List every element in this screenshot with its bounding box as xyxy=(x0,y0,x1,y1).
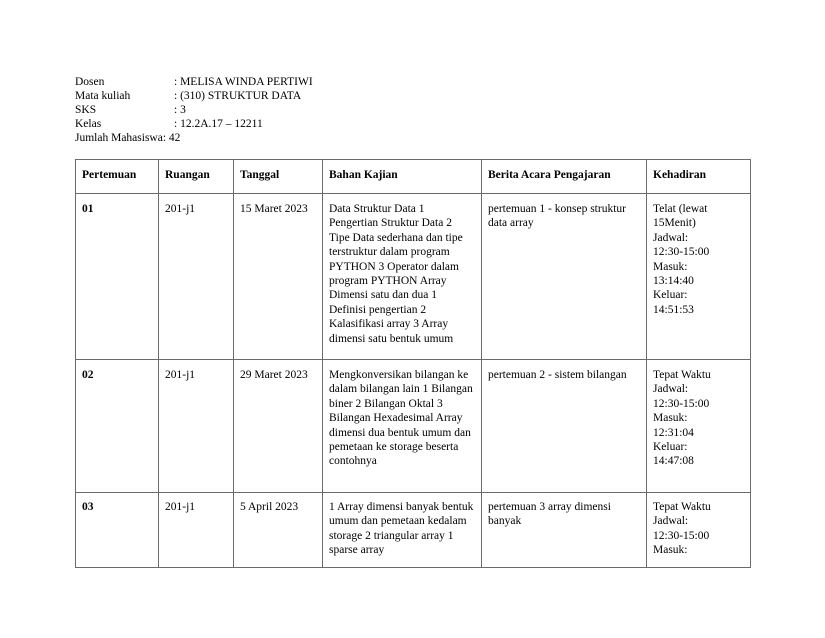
cell-ruangan: 201-j1 xyxy=(159,194,234,360)
cell-pertemuan: 03 xyxy=(76,493,159,568)
jumlah-value: : 42 xyxy=(162,132,181,144)
cell-kehadiran: Telat (lewat 15Menit) Jadwal: 12:30-15:00 Masuk: 13:14:40 Keluar: 14:51:53 xyxy=(647,194,751,360)
cell-ruangan: 201-j1 xyxy=(159,493,234,568)
jumlah-row xyxy=(75,131,313,145)
matkul-value: : (310) STRUKTUR DATA xyxy=(174,90,302,102)
cell-pertemuan: 02 xyxy=(76,360,159,493)
cell-bahan-kajian: 1 Array dimensi banyak bentuk umum dan pemetaan kedalam storage 2 triangular array 1 sparse array xyxy=(323,493,482,568)
jumlah-label: Jumlah Mahasiswa xyxy=(75,132,163,144)
dosen-value: : MELISA WINDA PERTIWI xyxy=(174,76,313,88)
matkul-label: Mata kuliah xyxy=(75,90,131,102)
cell-tanggal: 5 April 2023 xyxy=(234,493,323,568)
table-row xyxy=(76,493,751,568)
attendance-table xyxy=(75,159,751,568)
kelas-value: : 12.2A.17 – 12211 xyxy=(174,118,263,130)
sks-value: : 3 xyxy=(174,104,186,116)
dosen-row xyxy=(75,75,313,89)
dosen-label: Dosen xyxy=(75,76,105,88)
cell-kehadiran: Tepat Waktu Jadwal: 12:30-15:00 Masuk: xyxy=(647,493,751,568)
cell-berita-acara: pertemuan 2 - sistem bilangan xyxy=(482,360,647,493)
col-header-kehadiran: Kehadiran xyxy=(647,160,751,194)
col-header-bahan-kajian: Bahan Kajian xyxy=(323,160,482,194)
kelas-label: Kelas xyxy=(75,118,102,130)
table-header-row xyxy=(76,160,751,194)
col-header-berita-acara: Berita Acara Pengajaran xyxy=(482,160,647,194)
matkul-row xyxy=(75,89,313,103)
sks-label: SKS xyxy=(75,104,97,116)
cell-berita-acara: pertemuan 1 - konsep struktur data array xyxy=(482,194,647,360)
cell-kehadiran: Tepat Waktu Jadwal: 12:30-15:00 Masuk: 12:31:04 Keluar: 14:47:08 xyxy=(647,360,751,493)
cell-pertemuan: 01 xyxy=(76,194,159,360)
cell-berita-acara: pertemuan 3 array dimensi banyak xyxy=(482,493,647,568)
cell-tanggal: 29 Maret 2023 xyxy=(234,360,323,493)
col-header-pertemuan: Pertemuan xyxy=(76,160,159,194)
cell-tanggal: 15 Maret 2023 xyxy=(234,194,323,360)
cell-ruangan: 201-j1 xyxy=(159,360,234,493)
kelas-row xyxy=(75,117,313,131)
cell-bahan-kajian: Mengkonversikan bilangan ke dalam bilangan lain 1 Bilangan biner 2 Bilangan Oktal 3 Bilangan Hexadesimal Array dimensi dua bentuk umum dan pemetaan ke storage beserta contohnya xyxy=(323,360,482,493)
course-info-header xyxy=(75,75,313,145)
cell-bahan-kajian: Data Struktur Data 1 Pengertian Struktur Data 2 Tipe Data sederhana dan tipe terstruktur dalam program PYTHON 3 Operator dalam program PYTHON Array Dimensi satu dan dua 1 Definisi pengertian 2 Kalasifikasi array 3 Array dimensi satu bentuk umum xyxy=(323,194,482,360)
col-header-tanggal: Tanggal xyxy=(234,160,323,194)
sks-row xyxy=(75,103,313,117)
table-row xyxy=(76,360,751,493)
col-header-ruangan: Ruangan xyxy=(159,160,234,194)
table-row xyxy=(76,194,751,360)
